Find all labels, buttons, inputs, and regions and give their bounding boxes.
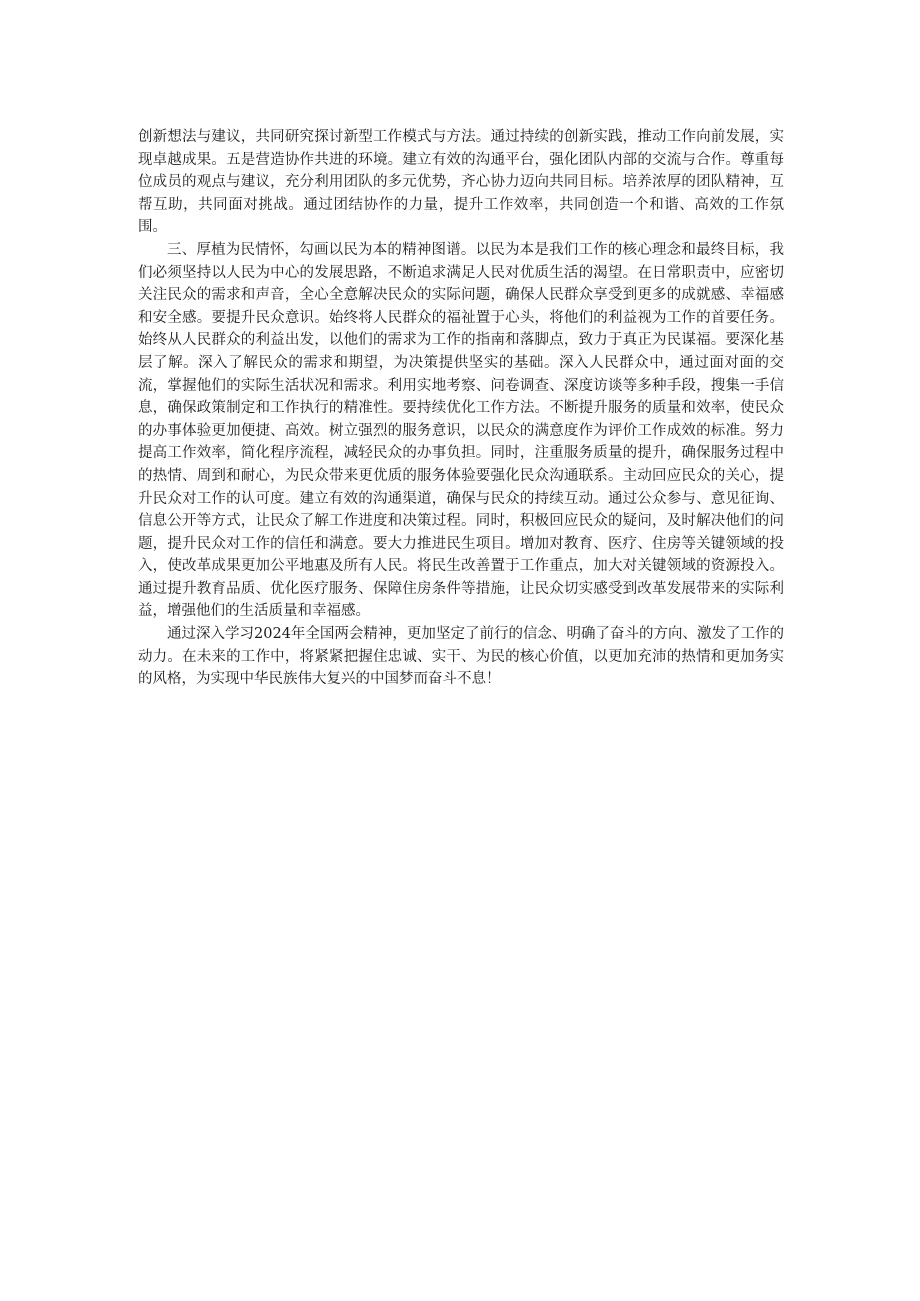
paragraph-section-three: 三、厚植为民情怀，勾画以民为本的精神图谱。以民为本是我们工作的核心理念和最终目标，我们必须坚持以人民为中心的发展思路，不断追求满足人民对优质生活的渴望。在日常职责中，应密切关注民众的需求和声音，全心全意解决民众的实际问题，确保人民群众享受到更多的成就感、幸福感和安全感。要提升民众意识。始终将人民群众的福祉置于心头，将他们的利益视为工作的首要任务。始终从人民群众的利益出发，以他们的需求为工作的指南和落脚点，致力于真正为民谋福。要深化基层了解。深入了解民众的需求和期望，为决策提供坚实的基础。深入人民群众中，通过面对面的交流，掌握他们的实际生活状况和需求。利用实地考察、问卷调查、深度访谈等多种手段，搜集一手信息，确保政策制定和工作执行的精准性。要持续优化工作方法。不断提升服务的质量和效率，使民众的办事体验更加便捷、高效。树立强烈的服务意识，以民众的满意度作为评价工作成效的标准。努力提高工作效率，简化程序流程，减轻民众的办事负担。同时，注重服务质量的提升，确保服务过程中的热情、周到和耐心，为民众带来更优质的服务体验要强化民众沟通联系。主动回应民众的关心，提升民众对工作的认可度。建立有效的沟通渠道，确保与民众的持续互动。通过公众参与、意见征询、信息公开等方式，让民众了解工作进度和决策过程。同时，积极回应民众的疑问，及时解决他们的问题，提升民众对工作的信任和满意。要大力推进民生项目。增加对教育、医疗、住房等关键领域的投入，使改革成果更加公平地惠及所有人民。将民生改善置于工作重点，加大对关键领域的资源投入。通过提升教育品质、优化医疗服务、保障住房条件等措施，让民众切实感受到改革发展带来的实际利益，增强他们的生活质量和幸福感。 bbox=[138, 241, 784, 620]
document-body bbox=[138, 126, 784, 691]
paragraph-continuation: 创新想法与建议，共同研究探讨新型工作模式与方法。通过持续的创新实践，推动工作向前发展，实现卓越成果。五是营造协作共进的环境。建立有效的沟通平台，强化团队内部的交流与合作。尊重每位成员的观点与建议，充分利用团队的多元优势，齐心协力迈向共同目标。培养浓厚的团队精神，互帮互助，共同面对挑战。通过团结协作的力量，提升工作效率，共同创造一个和谐、高效的工作氛围。 bbox=[138, 129, 784, 236]
paragraph-conclusion: 通过深入学习2024年全国两会精神，更加坚定了前行的信念、明确了奋斗的方向、激发了工作的动力。在未来的工作中，将紧紧把握住忠诚、实干、为民的核心价值，以更加充沛的热情和更加务实的风格，为实现中华民族伟大复兴的中国梦而奋斗不息！ bbox=[138, 626, 784, 688]
